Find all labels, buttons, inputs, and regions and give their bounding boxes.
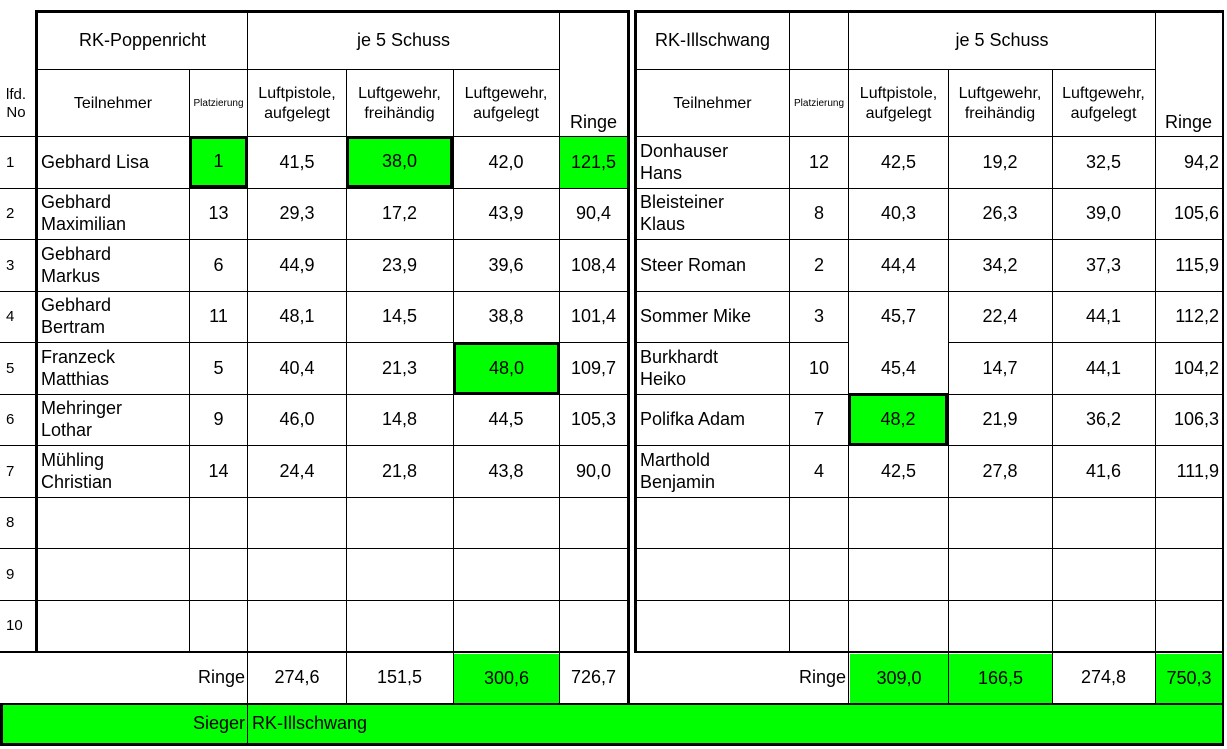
right-participant-place: 12 [808,151,830,172]
right-participant-ringe: 106,3 [1173,409,1219,430]
grid-line [0,548,628,549]
right-participant-place: 2 [813,254,824,275]
left-participant-lga: 38,8 [488,306,524,327]
grid-line [0,136,628,137]
grid-line [848,10,849,703]
left-participant-lgf: 14,5 [381,306,418,327]
left-participant-name: Gebhard Lisa [41,151,150,172]
right-participant-name: Steer Roman [640,254,747,275]
grid-line [247,10,248,745]
grid-line [189,69,190,652]
winner-label: Sieger [3,705,248,743]
left-totals-label: Ringe [197,667,245,688]
grid-line [636,445,1222,446]
grid-line [636,497,1222,498]
grid-line [0,394,628,395]
row-number: 1 [6,153,15,171]
team-left-col-lp: Luftpistole, aufgelegt [258,85,336,122]
right-participant-place: 8 [813,203,824,224]
left-participant-lp: 29,3 [279,203,315,224]
right-participant-lgf: 19,2 [982,151,1018,172]
right-participant-lgf: 26,3 [982,203,1018,224]
left-participant-ringe: 101,4 [570,306,617,327]
right-total-ringe: 750,3 [1156,654,1222,703]
grid-line [634,10,637,653]
grid-line [636,548,1222,549]
right-participant-place: 10 [808,357,830,378]
team-right-col-place: Platzierung [793,97,845,109]
row-number: 6 [6,411,15,428]
left-participant-ringe: 109,7 [570,357,617,378]
right-participant-lgf: 34,2 [982,254,1018,275]
grid-line [634,10,1224,13]
left-participant-name: Gebhard Maximilian [41,192,127,234]
right-participant-lp: 45,7 [880,306,917,327]
right-participant-lp: 40,3 [880,203,917,224]
grid-line [0,703,3,746]
row-number: 5 [6,359,15,377]
row-number: 10 [6,617,23,634]
left-participant-ringe: 90,4 [575,203,612,224]
left-participant-lgf: 17,2 [381,203,418,224]
left-participant-lgf: 21,3 [381,357,418,378]
grid-line [0,445,628,446]
team-left-col-place: Platzierung [193,97,244,109]
left-participant-name: Gebhard Bertram [41,295,112,337]
grid-line [346,69,347,703]
right-participant-name: Marthold Benjamin [640,449,716,492]
team-right-col-lga: Luftgewehr, aufgelegt [1062,85,1145,122]
team-right-col-ringe: Ringe [1164,112,1213,133]
left-total-lgf: 151,5 [376,667,423,688]
left-participant-lp: 41,5 [279,151,315,172]
right-totals-label: Ringe [798,667,846,688]
left-participant-lp: 46,0 [279,409,315,430]
right-participant-lgf: 27,8 [982,460,1018,481]
left-total-lga: 300,6 [454,654,559,703]
left-participant-lga: 48,0 [453,342,560,395]
row-number: 4 [6,308,15,325]
left-total-lp: 274,6 [274,667,320,688]
right-participant-lga: 32,5 [1085,151,1122,172]
left-participant-place: 6 [213,254,224,275]
winner-value: RK-Illschwang [248,705,1222,743]
right-participant-ringe: 111,9 [1176,460,1219,481]
row-number: 3 [6,256,15,274]
team-right-col-name: Teilnehmer [673,94,752,112]
grid-line [1155,10,1156,703]
row-number: 9 [6,565,15,583]
team-left-col-name: Teilnehmer [73,94,153,112]
left-participant-lgf: 38,0 [346,136,453,188]
left-participant-lga: 43,9 [488,203,524,224]
row-number: 8 [6,514,15,531]
grid-line [1052,69,1053,703]
right-participant-lga: 44,1 [1085,306,1122,327]
left-participant-place: 1 [189,136,248,188]
grid-line [0,600,628,601]
left-participant-lp: 44,9 [279,254,315,275]
left-participant-place: 14 [208,460,229,481]
right-participant-name: Burkhardt Heiko [640,346,719,389]
left-participant-ringe: 90,0 [575,460,612,481]
right-participant-name: Polifka Adam [640,409,746,430]
team-right-col-lgf: Luftgewehr, freihändig [958,85,1042,122]
right-participant-lgf: 22,4 [982,306,1018,327]
grid-line [37,69,559,70]
grid-line [636,342,849,343]
right-participant-name: Donhauser Hans [640,140,729,183]
grid-line [636,394,1222,395]
right-participant-lp: 42,5 [880,460,917,481]
grid-line [636,188,1222,189]
right-participant-lga: 41,6 [1085,460,1122,481]
left-participant-name: Mehringer Lothar [41,398,123,440]
right-participant-ringe: 105,6 [1173,203,1219,224]
left-participant-lp: 40,4 [279,357,315,378]
right-participant-lgf: 21,9 [982,409,1018,430]
right-participant-ringe: 94,2 [1183,151,1219,172]
grid-line [559,10,560,703]
grid-line [37,10,630,13]
team-left-name: RK-Poppenricht [78,30,207,51]
grid-line [0,291,628,292]
left-participant-name: Franzeck Matthias [41,346,116,389]
grid-line [0,743,1224,746]
left-participant-ringe: 108,4 [570,254,617,275]
grid-line [627,10,630,704]
right-participant-lp: 48,2 [848,393,948,446]
right-participant-lga: 44,1 [1085,357,1122,378]
left-participant-place: 13 [208,203,229,224]
right-participant-place: 7 [813,409,824,430]
left-participant-name: Mühling Christian [41,449,113,492]
left-participant-ringe: 121,5 [560,137,627,188]
grid-line [0,703,1224,705]
grid-line [0,342,628,343]
right-participant-ringe: 112,2 [1175,306,1219,327]
grid-line [636,291,1222,292]
team-left-col-lga: Luftgewehr, aufgelegt [464,85,548,122]
grid-line [789,10,790,652]
right-participant-ringe: 115,9 [1175,254,1219,275]
team-right-col-lp: Luftpistole, aufgelegt [859,85,938,122]
left-participant-lgf: 14,8 [381,409,418,430]
right-participant-lga: 39,0 [1085,203,1122,224]
team-right-group-label: je 5 Schuss [955,30,1049,51]
team-left-col-ringe: Ringe [569,112,618,133]
left-participant-lgf: 21,8 [381,460,418,481]
left-participant-lgf: 23,9 [381,254,418,275]
grid-line [636,239,1222,240]
right-participant-lgf: 14,7 [982,357,1018,378]
grid-line [1222,10,1224,746]
right-participant-name: Sommer Mike [640,306,752,327]
grid-line [453,69,454,703]
left-total-ringe: 726,7 [570,667,617,688]
right-participant-lp: 45,4 [880,357,917,378]
grid-line [636,69,1155,70]
right-participant-name: Bleisteiner Klaus [640,192,725,234]
team-right-name: RK-Illschwang [654,30,771,51]
row-number: 7 [6,462,15,480]
grid-line [0,651,630,653]
row-number: 2 [6,205,15,222]
right-participant-lp: 44,4 [880,254,917,275]
right-total-lgf: 166,5 [949,654,1052,703]
right-total-lga: 274,8 [1080,667,1127,688]
right-participant-place: 4 [813,460,824,481]
left-participant-place: 11 [209,306,228,327]
right-participant-lp: 42,5 [880,151,917,172]
team-left-col-lgf: Luftgewehr, freihändig [358,85,441,122]
left-participant-lga: 42,0 [488,151,524,172]
grid-line [0,497,628,498]
left-participant-ringe: 105,3 [570,409,617,430]
right-participant-ringe: 104,2 [1173,357,1219,378]
grid-line [948,342,1222,343]
grid-line [0,188,628,189]
left-participant-lga: 44,5 [488,409,524,430]
right-participant-place: 3 [813,306,824,327]
grid-line [636,136,1222,137]
left-participant-lp: 24,4 [279,460,315,481]
grid-line [634,651,1224,653]
left-participant-name: Gebhard Markus [41,243,112,286]
team-left-group-label: je 5 Schuss [356,30,451,51]
left-participant-lga: 43,8 [488,460,524,481]
left-participant-lp: 48,1 [279,306,315,327]
grid-line [35,10,38,653]
right-participant-lga: 37,3 [1085,254,1122,275]
left-participant-place: 9 [213,409,224,430]
right-total-lp: 309,0 [850,654,948,703]
left-participant-place: 5 [213,357,224,378]
right-participant-lga: 36,2 [1085,409,1122,430]
left-participant-lga: 39,6 [488,254,524,275]
grid-line [948,69,949,703]
grid-line [636,600,1222,601]
lfd-no-header: lfd. No [6,85,27,121]
grid-line [0,239,628,240]
